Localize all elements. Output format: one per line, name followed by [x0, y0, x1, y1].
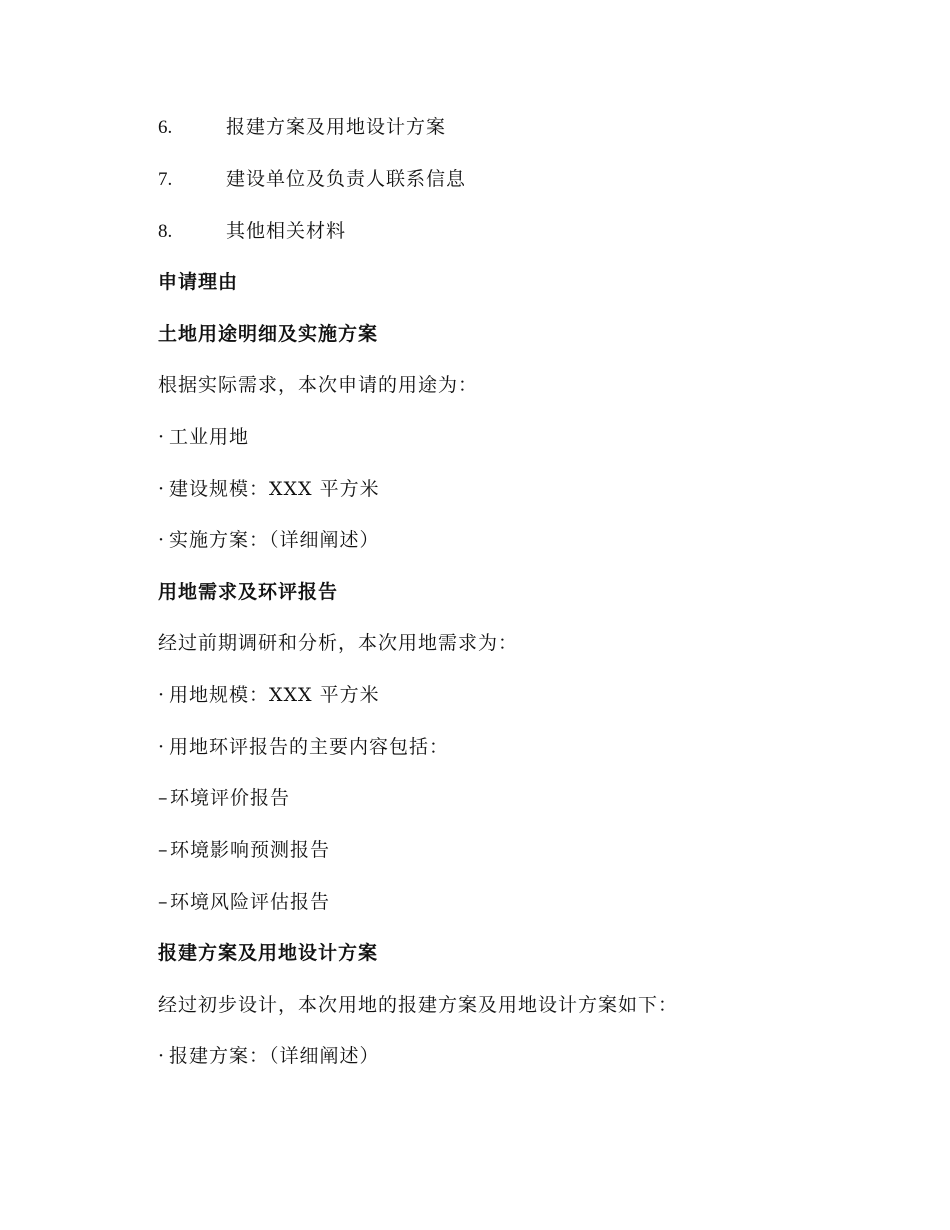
- heading-application-reason: 申请理由: [158, 271, 239, 293]
- sub-list-item: [158, 785, 290, 811]
- sub-item-text: 环境风险评估报告: [170, 891, 331, 913]
- bullet-item: [158, 476, 380, 502]
- bullet-symbol: ·: [158, 426, 166, 448]
- bullet-item: [158, 1043, 380, 1069]
- bullet-item: [158, 734, 449, 760]
- bullet-text: 用地规模：XXX 平方米: [169, 684, 380, 706]
- numbered-item-7: [158, 166, 466, 193]
- bullet-item: [158, 527, 380, 553]
- sub-list-item: [158, 889, 330, 915]
- paragraph-land-use-intro: 根据实际需求，本次申请的用途为：: [158, 374, 479, 396]
- item-number: 6.: [158, 117, 173, 138]
- dash-symbol: –: [158, 787, 169, 809]
- numbered-item-8: [158, 218, 346, 245]
- dash-symbol: –: [158, 839, 169, 861]
- item-number: 7.: [158, 169, 173, 190]
- item-text: 其他相关材料: [226, 220, 347, 242]
- bullet-symbol: ·: [158, 684, 166, 706]
- heading-design-plan: 报建方案及用地设计方案: [158, 942, 379, 964]
- bullet-text: 实施方案：（详细阐述）: [169, 529, 380, 551]
- item-number: 8.: [158, 221, 173, 242]
- heading-demand-and-eia: 用地需求及环评报告: [158, 581, 339, 603]
- dash-symbol: –: [158, 891, 169, 913]
- numbered-item-6: [158, 114, 446, 141]
- bullet-symbol: ·: [158, 529, 166, 551]
- sub-list-item: [158, 837, 330, 863]
- bullet-text: 工业用地: [169, 426, 250, 448]
- bullet-item: [158, 682, 380, 708]
- sub-item-text: 环境评价报告: [170, 787, 291, 809]
- paragraph-demand-intro: 经过前期调研和分析，本次用地需求为：: [158, 632, 519, 654]
- item-text: 建设单位及负责人联系信息: [226, 168, 467, 190]
- bullet-text: 报建方案：（详细阐述）: [169, 1045, 380, 1067]
- bullet-symbol: ·: [158, 1045, 166, 1067]
- item-text: 报建方案及用地设计方案: [226, 116, 447, 138]
- bullet-symbol: ·: [158, 478, 166, 500]
- bullet-text: 用地环评报告的主要内容包括：: [169, 736, 450, 758]
- bullet-item: [158, 424, 249, 450]
- sub-item-text: 环境影响预测报告: [170, 839, 331, 861]
- bullet-symbol: ·: [158, 736, 166, 758]
- paragraph-design-intro: 经过初步设计，本次用地的报建方案及用地设计方案如下：: [158, 994, 679, 1016]
- bullet-text: 建设规模：XXX 平方米: [169, 478, 380, 500]
- heading-land-use-details: 土地用途明细及实施方案: [158, 323, 379, 345]
